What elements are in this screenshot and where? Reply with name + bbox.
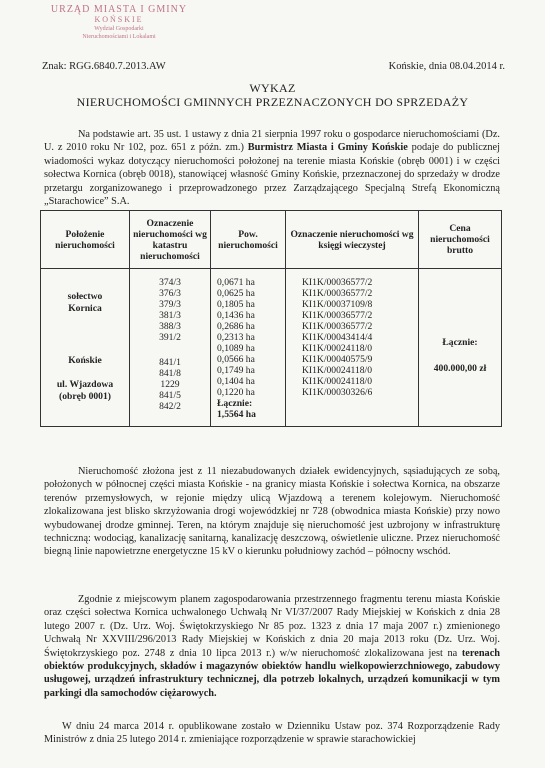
intro-authority: Burmistrz Miasta i Gminy Końskie	[247, 142, 408, 154]
parcel-number: 379/3	[159, 299, 181, 310]
total-area-label: Łącznie:	[217, 398, 253, 409]
land-register-number: KI1K/00024118/0	[302, 365, 372, 376]
parcel-area: 0,0671 ha	[217, 277, 255, 288]
price-label: Łącznie:	[442, 337, 478, 348]
zoning-text: Zgodnie z miejscowym planem zagospodarowania przestrzennego fragmentu terenu miasta Końskie oraz części sołectwa Kornica uchwalonego Uchwałą Nr VI/37/2007 Rady Miejskiej w Końskich z dnia 28 lutego 2007 r. (Dz. Urz. Woj. Świętokrzyskiego Nr 85 poz. 1323 z dnia 17 maja 2007 r.) zmienionego Uchwałą Nr XXVIII/296/2013 Rady Miejskiej w Końskich z dnia 20 maja 2013 roku (Dz. Urz. Woj. Świętokrzyskiego poz. 2748 z dnia 10 lipca 2013 r.) w/w nieruchomość zlokalizowana jest na	[44, 594, 500, 659]
stamp-line-4: Nieruchomościami i Lokalami	[82, 34, 156, 40]
location-konskie-line-2: ul. Wjazdowa	[56, 379, 114, 390]
description-paragraph	[44, 465, 500, 559]
intro-text-1: Na podstawie art. 35 ust. 1 ustawy z dnia 21 sierpnia 1997 roku o gospodarce nieruchomościami (Dz. U. z 2010 roku Nr 102, poz. 651 z późn. zm.)	[44, 129, 500, 154]
table-row	[41, 269, 502, 427]
parcel-number: 376/3	[159, 288, 181, 299]
parcel-area: 0,2313 ha	[217, 332, 255, 343]
land-register-number: KI1K/00036577/2	[302, 277, 373, 288]
land-register-list	[286, 269, 418, 404]
document-subtitle: NIERUCHOMOŚCI GMINNYCH PRZEZNACZONYCH DO SPRZEDAŻY	[76, 95, 469, 109]
zoning-purpose: terenach obiektów produkcyjnych, składów i magazynów obiektów handlu wielkopowierzchniowego, zabudowy usługowej, urządzeń infrastruktury technicznej, dla potrzeb lokalnych, urządzeń komunikacji w tym parkingi dla samochodów ciężarowych.	[44, 647, 500, 699]
table-header-row	[41, 211, 502, 269]
land-register-number: KI1K/00024118/0	[302, 376, 372, 387]
header-location: Położenie nieruchomości	[41, 211, 130, 269]
location-kornica	[41, 269, 129, 315]
land-register-cell	[286, 269, 419, 427]
location-konskie-line-3: (obręb 0001)	[59, 391, 111, 402]
header-price: Cena nieruchomości brutto	[419, 211, 502, 269]
stamp-line-3: Wydział Gospodarki	[94, 26, 144, 32]
total-area-value: 1,5564 ha	[217, 409, 256, 420]
intro-text-2: podaje do publicznej wiadomości wykaz dotyczący nieruchomości położonej na terenie miasta Końskie (obręb 0001) i w części sołectwa Kornica (obręb 0018), stanowiącej własność Gminy Końskie, przeznaczonej do sprzedaży w drodze przetargu zorganizowanego i przeprowadzonego przez Zarządzającego Specjalną Strefą Ekonomiczną „Starachowice” S.A.	[44, 142, 500, 208]
property-table	[40, 210, 502, 427]
parcel-area: 0,1749 ha	[217, 365, 255, 376]
location-kornica-line-2: Kornica	[68, 303, 102, 314]
intro-paragraph	[44, 128, 500, 208]
parcel-area: 0,1404 ha	[217, 376, 255, 387]
price-value: 400.000,00 zł	[433, 363, 487, 374]
parcel-number: 841/5	[159, 390, 181, 401]
parcel-number: 374/3	[159, 277, 181, 288]
office-stamp	[44, 4, 194, 41]
parcel-area: 0,2686 ha	[217, 321, 255, 332]
regulation-paragraph	[44, 720, 500, 747]
parcel-number: 1229	[160, 379, 180, 390]
location-konskie	[41, 315, 129, 403]
header-area: Pow. nieruchomości	[211, 211, 286, 269]
document-header	[42, 61, 505, 72]
reference-number: Znak: RGG.6840.7.2013.AW	[42, 61, 166, 72]
price-block	[419, 269, 501, 375]
description-text: Nieruchomość złożona jest z 11 niezabudowanych działek ewidencyjnych, sąsiadujących ze sobą, położonych w północnej części miasta Końskie - na granicy miasta Końskie i sołectwa Kornica, na obszarze terenów przemysłowych, w rejonie między ulicą Wjazdową a terenem kolejowym. Nieruchomość zlokalizowana jest blisko skrzyżowania drogi wojewódzkiej nr 728 (obwodnica miasta Końskie) przy nowo wybudowanej drodze gminnej. Teren, na którym znajduje się nieruchomość jest uzbrojony w infrastrukturę techniczną: wodociąg, kanalizację sanitarną, kanalizację deszczową, oświetlenie uliczne. Przez nieruchomość biegną linie napowietrzne energetyczne 15 kV o kierunku południowy zachód – północny wschód.	[44, 466, 500, 558]
parcel-area: 0,1436 ha	[217, 310, 255, 321]
header-parcel: Oznaczenie nieruchomości wg katastru nieruchomości	[130, 211, 211, 269]
parcel-area: 0,1220 ha	[217, 387, 255, 398]
land-register-number: KI1K/00036577/2	[302, 321, 373, 332]
parcel-area: 0,1089 ha	[217, 343, 255, 354]
parcel-area: 0,0566 ha	[217, 354, 255, 365]
land-register-number: KI1K/00040575/9	[302, 354, 373, 365]
place-and-date: Końskie, dnia 08.04.2014 r.	[388, 61, 505, 72]
parcel-number: 391/2	[159, 332, 181, 343]
zoning-paragraph	[44, 593, 500, 700]
land-register-number: KI1K/00043414/4	[302, 332, 373, 343]
parcel-cell	[130, 269, 211, 427]
stamp-line-1: URZĄD MIASTA I GMINY	[50, 4, 188, 15]
header-land-register: Oznaczenie nieruchomości wg księgi wieczystej	[286, 211, 419, 269]
parcel-number: 388/3	[159, 321, 181, 332]
parcel-area: 0,0625 ha	[217, 288, 255, 299]
parcel-list	[130, 269, 210, 418]
land-register-number: KI1K/00036577/2	[302, 288, 373, 299]
land-register-number: KI1K/00037109/8	[302, 299, 373, 310]
land-register-number: KI1K/00036577/2	[302, 310, 373, 321]
area-list	[211, 269, 285, 426]
location-cell	[41, 269, 130, 427]
document-title: WYKAZ	[249, 81, 296, 95]
parcel-area: 0,1805 ha	[217, 299, 255, 310]
land-register-number: KI1K/00030326/6	[302, 387, 373, 398]
area-cell	[211, 269, 286, 427]
parcel-number: 381/3	[159, 310, 181, 321]
regulation-text: W dniu 24 marca 2014 r. opublikowane zostało w Dzienniku Ustaw poz. 374 Rozporządzenie Rady Ministrów z dnia 25 lutego 2014 r. zmieniające rozporządzenie w sprawie starachowickiej	[44, 721, 500, 746]
parcel-number: 841/8	[159, 368, 181, 379]
land-register-number: KI1K/00024118/0	[302, 343, 372, 354]
parcel-number: 842/2	[159, 401, 181, 412]
parcel-number: 841/1	[159, 357, 181, 368]
location-konskie-line-1: Końskie	[68, 355, 102, 366]
price-cell	[419, 269, 502, 427]
location-kornica-line-1: sołectwo	[67, 291, 103, 302]
stamp-line-2: KOŃSKIE	[94, 15, 144, 24]
